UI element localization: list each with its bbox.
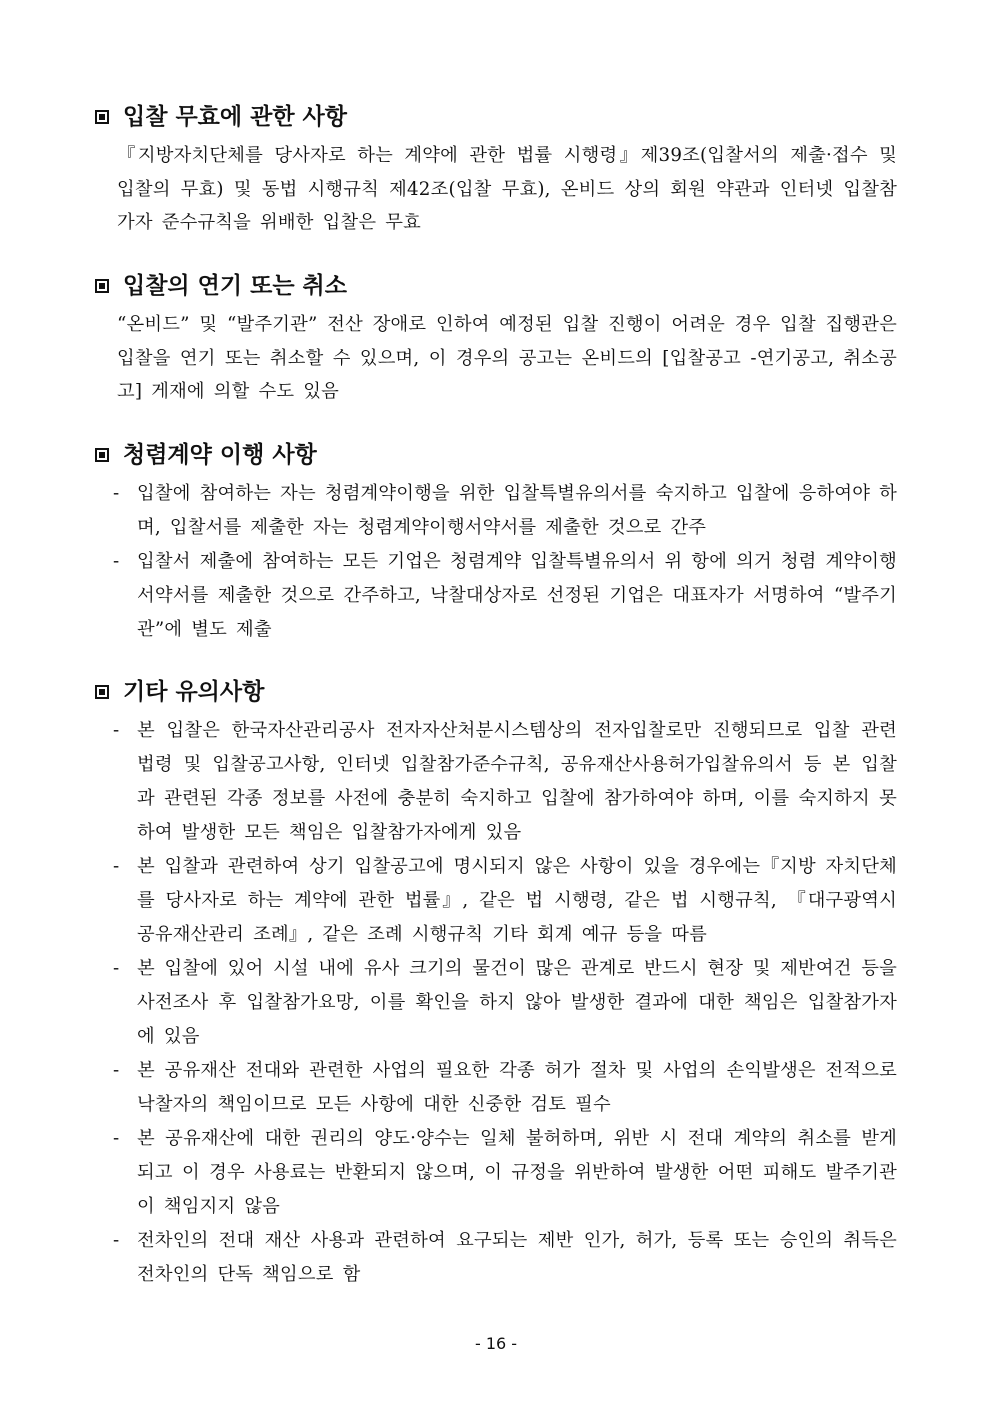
square-bullet-icon [95,110,109,124]
section-heading-text: 청렴계약 이행 사항 [123,442,317,468]
list-item [95,1122,897,1224]
dash-marker: - [113,958,120,979]
section-heading-text: 입찰의 연기 또는 취소 [123,273,347,299]
list-item-text: 입찰서 제출에 참여하는 모든 기업은 청렴계약 입찰특별유의서 위 항에 의거 청렴 계약이행서약서를 제출한 것으로 간주하고, 낙찰대상자로 선정된 기업은 대표자가 서명하여 “발주기관”에 별도 제출 [137,551,897,640]
section-heading [95,677,907,707]
section-paragraph: 『지방자치단체를 당사자로 하는 계약에 관한 법률 시행령』제39조(입찰서의 제출·접수 및 입찰의 무효) 및 동법 시행규칙 제42조(입찰 무효), 온비드 상의 회원 약관과 인터넷 입찰참가자 준수규칙을 위배한 입찰은 무효 [117,145,897,234]
section-integrity-contract [95,440,907,647]
bullet-list [95,714,907,1292]
list-item [95,545,897,647]
section-heading-text: 기타 유의사항 [123,679,265,705]
list-item-text: 본 입찰에 있어 시설 내에 유사 크기의 물건이 많은 관계로 반드시 현장 및 제반여건 등을 사전조사 후 입찰참가요망, 이를 확인을 하지 않아 발생한 결과에 대한 책임은 입찰참가자에 있음 [137,958,897,1047]
square-bullet-icon [95,279,109,293]
list-item [95,952,897,1054]
list-item [95,850,897,952]
section-heading [95,271,907,301]
list-item [95,477,897,545]
list-item-text: 본 입찰과 관련하여 상기 입찰공고에 명시되지 않은 사항이 있을 경우에는『지방 자치단체를 당사자로 하는 계약에 관한 법률』, 같은 법 시행령, 같은 법 시행규칙, 『대구광역시 공유재산관리 조례』, 같은 조례 시행규칙 기타 회계 예규 등을 따름 [137,856,897,945]
section-heading-text: 입찰 무효에 관한 사항 [123,104,347,130]
section-paragraph: “온비드” 및 “발주기관” 전산 장애로 인하여 예정된 입찰 진행이 어려운 경우 입찰 집행관은 입찰을 연기 또는 취소할 수 있으며, 이 경우의 공고는 온비드의 [입찰공고 -연기공고, 취소공고] 게재에 의할 수도 있음 [117,314,897,403]
dash-marker: - [113,720,120,741]
bullet-list [95,477,907,647]
list-item [95,1054,897,1122]
section-bid-postponement [95,271,907,409]
dash-marker: - [113,1060,120,1081]
list-item-text: 본 공유재산에 대한 권리의 양도·양수는 일체 불허하며, 위반 시 전대 계약의 취소를 받게 되고 이 경우 사용료는 반환되지 않으며, 이 규정을 위반하여 발생한 어떤 피해도 발주기관이 책임지지 않음 [137,1128,897,1217]
list-item [95,714,897,850]
dash-marker: - [113,1230,120,1251]
dash-marker: - [113,483,120,504]
list-item [95,1224,897,1292]
page-number: - 16 - [474,1334,518,1353]
section-other-notes [95,677,907,1292]
dash-marker: - [113,1128,120,1149]
dash-marker: - [113,856,120,877]
section-heading [95,102,907,132]
list-item-text: 본 입찰은 한국자산관리공사 전자자산처분시스템상의 전자입찰로만 진행되므로 입찰 관련 법령 및 입찰공고사항, 인터넷 입찰참가준수규칙, 공유재산사용허가입찰유의서 등 본 입찰과 관련된 각종 정보를 사전에 충분히 숙지하고 입찰에 참가하여야 하며, 이를 숙지하지 못하여 발생한 모든 책임은 입찰참가자에게 있음 [137,720,897,843]
dash-marker: - [113,551,120,572]
list-item-text: 전차인의 전대 재산 사용과 관련하여 요구되는 제반 인가, 허가, 등록 또는 승인의 취득은 전차인의 단독 책임으로 함 [137,1230,897,1285]
list-item-text: 본 공유재산 전대와 관련한 사업의 필요한 각종 허가 절차 및 사업의 손익발생은 전적으로 낙찰자의 책임이므로 모든 사항에 대한 신중한 검토 필수 [137,1060,897,1115]
section-heading [95,440,907,470]
section-bid-invalidity [95,102,907,240]
square-bullet-icon [95,448,109,462]
square-bullet-icon [95,685,109,699]
list-item-text: 입찰에 참여하는 자는 청렴계약이행을 위한 입찰특별유의서를 숙지하고 입찰에 응하여야 하며, 입찰서를 제출한 자는 청렴계약이행서약서를 제출한 것으로 간주 [137,483,897,538]
